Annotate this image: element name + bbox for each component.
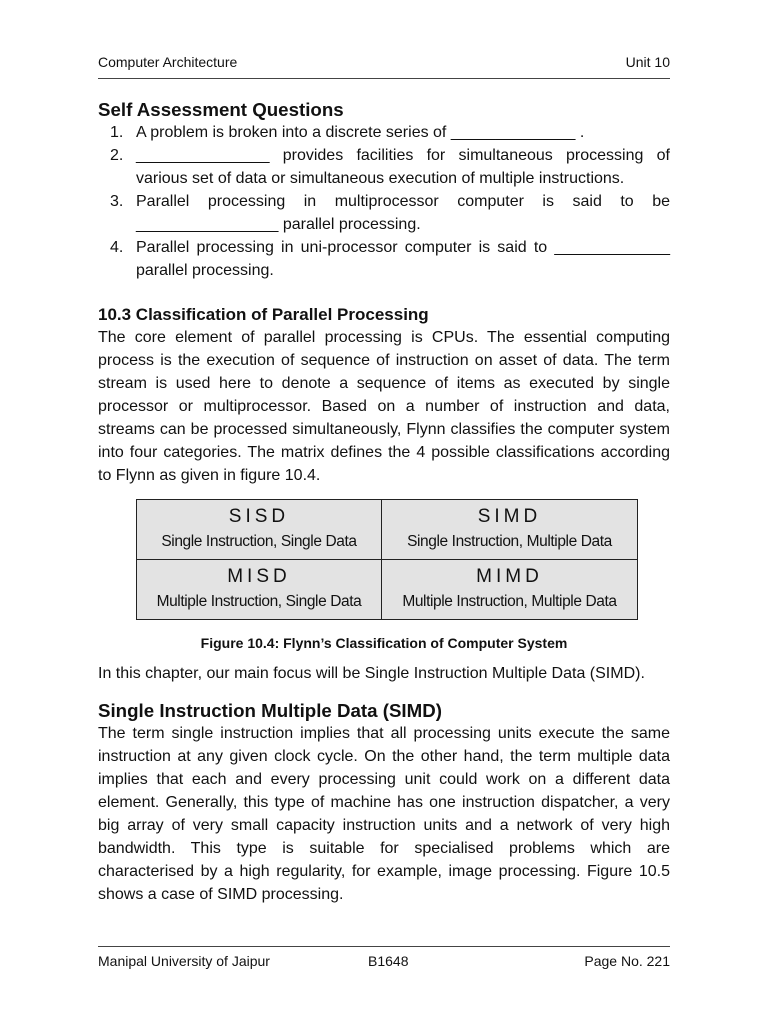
header-course-title: Computer Architecture xyxy=(98,54,238,70)
saq-item-text: _______________ provides facilities for simultaneous processing of various set of data or simultaneous execution of multiple instructions. xyxy=(136,147,670,187)
saq-item-number: 1. xyxy=(110,124,124,141)
flynn-cell-sisd xyxy=(137,500,382,560)
simd-paragraph: The term single instruction implies that all processing units execute the same instruction at any given clock cycle. On the other hand, the term multiple data implies that each and every processing unit could work on a different data element. Generally, this type of machine has one instruction dispatcher, a very big array of very small capacity instruction units and a network of very high bandwidth. This type is suitable for specialised problems which are characterised by a high regularity, for example, image processing. Figure 10.5 shows a case of SIMD processing. xyxy=(98,725,670,903)
header-unit-number: Unit 10 xyxy=(625,54,670,70)
cell-abbreviation: MIMD xyxy=(476,566,543,587)
table-row xyxy=(137,500,638,560)
cell-description: Single Instruction, Single Data xyxy=(161,533,357,550)
flynn-cell-simd xyxy=(381,500,637,560)
footer-page-number: Page No. 221 xyxy=(584,953,670,969)
saq-item xyxy=(98,121,670,144)
section-paragraph: The core element of parallel processing is CPUs. The essential computing process is the execution of sequence of instruction on asset of data. The term stream is used here to denote a sequence of items as executed by single processor or multiprocessor. Based on a number of instruction and data, streams can be processed simultaneously, Flynn classifies the computer system into four categories. The matrix defines the 4 possible classifications according to Flynn as given in figure 10.4. xyxy=(98,329,670,484)
saq-item xyxy=(98,190,670,236)
saq-item-text: A problem is broken into a discrete series of ______________ . xyxy=(136,124,585,141)
saq-item-number: 2. xyxy=(110,147,124,164)
saq-list xyxy=(98,121,670,282)
saq-item xyxy=(98,144,670,190)
cell-abbreviation: SIMD xyxy=(477,506,542,527)
footer-course-code: B1648 xyxy=(368,953,409,969)
saq-item xyxy=(98,236,670,282)
flynn-cell-misd xyxy=(137,560,382,620)
focus-paragraph: In this chapter, our main focus will be Single Instruction Multiple Data (SIMD). xyxy=(98,665,645,682)
cell-description: Multiple Instruction, Single Data xyxy=(156,593,362,610)
saq-item-text: Parallel processing in uni-processor computer is said to _____________ parallel processing. xyxy=(136,239,670,279)
page-content xyxy=(98,98,670,906)
section-heading: 10.3 Classification of Parallel Processing xyxy=(98,305,429,324)
cell-description: Single Instruction, Multiple Data xyxy=(407,533,612,550)
saq-item-text: Parallel processing in multiprocessor computer is said to be ________________ parallel processing. xyxy=(136,193,670,233)
table-row xyxy=(137,560,638,620)
saq-heading: Self Assessment Questions xyxy=(98,99,344,120)
flynn-classification-table xyxy=(136,499,638,620)
footer-university: Manipal University of Jaipur xyxy=(98,953,270,969)
saq-item-number: 3. xyxy=(110,193,124,210)
page-header xyxy=(98,52,670,79)
flynn-cell-mimd xyxy=(381,560,637,620)
figure-caption: Figure 10.4: Flynn’s Classification of Computer System xyxy=(200,635,568,651)
cell-abbreviation: MISD xyxy=(227,566,291,587)
page-footer xyxy=(98,946,670,971)
simd-heading: Single Instruction Multiple Data (SIMD) xyxy=(98,700,442,721)
saq-item-number: 4. xyxy=(110,239,124,256)
cell-abbreviation: SISD xyxy=(228,506,290,527)
cell-description: Multiple Instruction, Multiple Data xyxy=(402,593,617,610)
